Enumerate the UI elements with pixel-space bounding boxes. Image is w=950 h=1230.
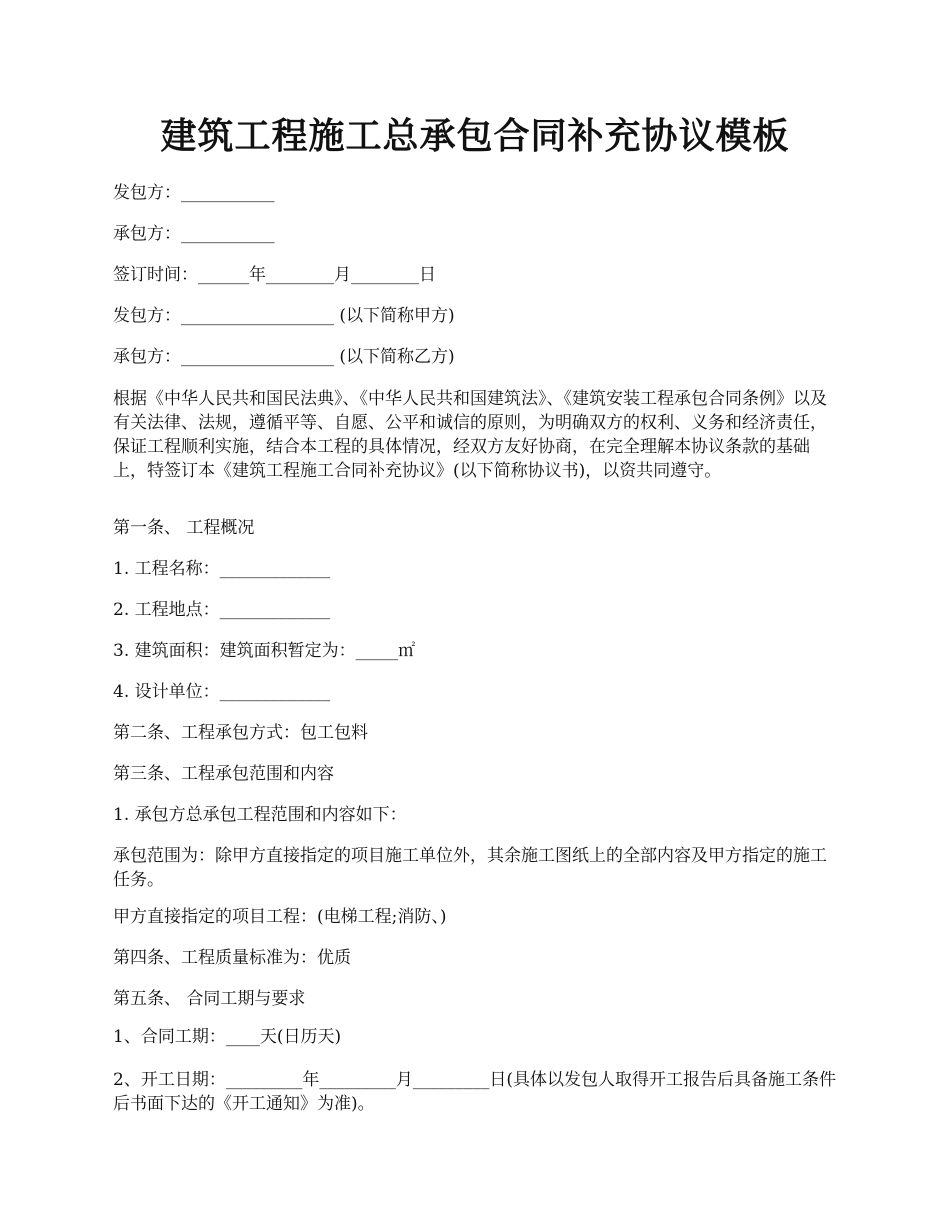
project-name-field: 1. 工程名称：_____________ xyxy=(113,559,331,579)
preamble-paragraph: 根据《中华人民共和国民法典》、《中华人民共和国建筑法》、《建筑安装工程承包合同条例》以及 有关法律、法规，遵循平等、自愿、公平和诚信的原则，为明确双方的权利、义务和经济责任，保证工程顺利实施，结合本工程的具体情况，经双方友好协商，在完全理解本协议条款的基础上，特签订本《建筑工程施工合同补充协议》(以下简称协议书)，以资共同遵守。 xyxy=(113,389,827,481)
design-unit-field: 4. 设计单位：_____________ xyxy=(113,682,331,702)
start-date-paragraph: 2、开工日期：_________年_________月_________日(具体以发包人取得开工报告后具备施工条件后书面下达的《开工通知》为准)。 xyxy=(113,1070,836,1114)
article3-item1: 1. 承包方总承包工程范围和内容如下： xyxy=(113,805,407,825)
document-title: 建筑工程施工总承包合同补充协议模板 xyxy=(160,115,790,157)
employer-full-field: 发包方：__________________ (以下简称甲方) xyxy=(113,306,455,326)
employer-field: 发包方：___________ xyxy=(113,183,275,203)
article4-heading: 第四条、工程质量标准为：优质 xyxy=(113,948,351,968)
designated-projects: 甲方直接指定的项目工程：(电梯工程;消防、) xyxy=(113,907,447,927)
signing-date-field: 签订时间：______年________月________日 xyxy=(113,265,436,285)
building-area-field: 3. 建筑面积：建筑面积暂定为：_____㎡ xyxy=(113,641,416,661)
article3-heading: 第三条、工程承包范围和内容 xyxy=(113,764,334,784)
contractor-field: 承包方：___________ xyxy=(113,224,275,244)
article1-heading: 第一条、 工程概况 xyxy=(113,518,255,538)
contract-period-field: 1、合同工期：____天(日历天) xyxy=(113,1027,342,1047)
article5-heading: 第五条、 合同工期与要求 xyxy=(113,989,306,1009)
project-location-field: 2. 工程地点：_____________ xyxy=(113,600,331,620)
article2-heading: 第二条、工程承包方式：包工包料 xyxy=(113,723,368,743)
scope-paragraph: 承包范围为：除甲方直接指定的项目施工单位外，其余施工图纸上的全部内容及甲方指定的施工任务。 xyxy=(113,846,827,890)
contractor-full-field: 承包方：__________________ (以下简称乙方) xyxy=(113,347,455,367)
